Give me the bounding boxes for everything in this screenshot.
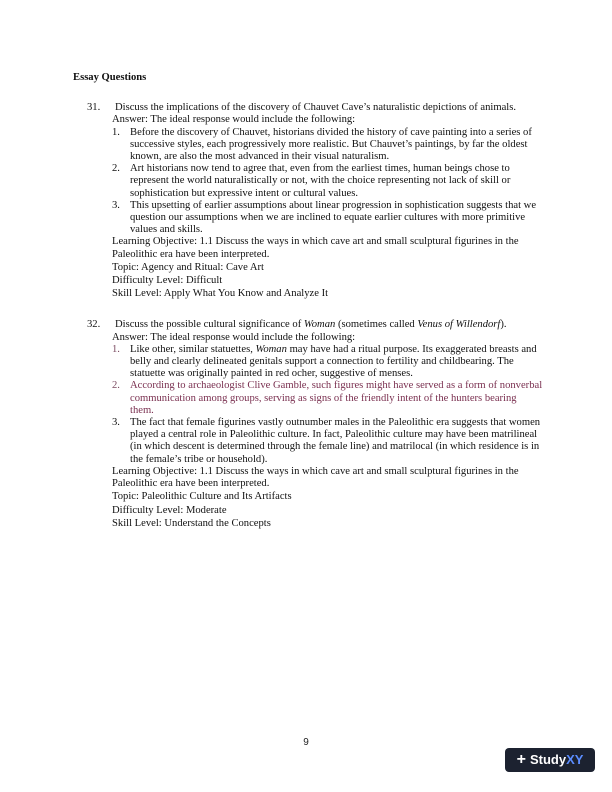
point-number: 2. (112, 380, 120, 392)
learning-objective: Learning Objective: 1.1 Discuss the ways in which cave art and small sculptural figurines in the Paleolithic era have been interpreted. (112, 236, 519, 260)
answer-block (98, 332, 543, 530)
skill-level: Skill Level: Apply What You Know and Analyze It (112, 288, 329, 300)
question-prompt-end: ). (500, 319, 507, 331)
artwork-alt-title: Venus of Willendorf (417, 319, 501, 331)
answer-point (112, 344, 543, 381)
answer-points (112, 127, 543, 237)
answer-block (98, 114, 543, 300)
point-text: Art historians now tend to agree that, even from the earliest times, human beings chose to represent the world naturalistically or not, with the choice representing not lack of skill or sophistication but expressive intent or cultural values. (130, 163, 511, 199)
question-number: 31. (87, 102, 101, 114)
answer-intro: Answer: The ideal response would include the following: (112, 331, 356, 343)
answer-point (112, 200, 543, 237)
answer-point (112, 127, 543, 164)
point-text: Like other, similar statuettes, Woman may have had a ritual purpose. Its exaggerated breasts and belly and clearly delineated genitals support a connection to fertility and childbearing. The statuette was originally painted in red ocher, suggestive of menses. (130, 343, 537, 380)
answer-point (112, 380, 543, 417)
artwork-title: Woman (303, 319, 336, 331)
question-prompt-mid: (sometimes called (337, 319, 415, 331)
question-prompt: Discuss the possible cultural significance of (115, 319, 302, 331)
page-content (73, 72, 543, 531)
question-number: 32. (87, 319, 101, 331)
section-heading: Essay Questions (73, 72, 147, 83)
studyxy-logo[interactable] (505, 748, 595, 772)
skill-level: Skill Level: Understand the Concepts (112, 517, 271, 529)
question-text (98, 102, 543, 114)
point-number: 3. (112, 199, 120, 211)
topic: Topic: Agency and Ritual: Cave Art (112, 261, 264, 273)
brand-xy: XY (566, 751, 584, 767)
answer-intro: Answer: The ideal response would include the following: (112, 114, 356, 126)
answer-point (112, 417, 543, 466)
point-number: 3. (112, 417, 120, 429)
point-text: This upsetting of earlier assumptions about linear progression in sophistication suggests that we question our assumptions when we are inclined to equate earlier cultures with more primitive values and skills. (130, 199, 537, 236)
question-31 (73, 102, 543, 300)
point-text: Before the discovery of Chauvet, historians divided the history of cave painting into a series of successive styles, each progressively more realistic. But Chauvet’s paintings, by far the oldest known, are also the most advanced in their visual naturalism. (130, 126, 532, 163)
learning-objective: Learning Objective: 1.1 Discuss the ways in which cave art and small sculptural figurines in the Paleolithic era have been interpreted. (112, 465, 519, 490)
topic: Topic: Paleolithic Culture and Its Artifacts (112, 491, 292, 503)
question-32 (73, 319, 543, 529)
question-prompt: Discuss the implications of the discovery of Chauvet Cave’s naturalistic depictions of animals. (115, 102, 517, 114)
point-text: The fact that female figurines vastly outnumber males in the Paleolithic era suggests that women played a central role in Paleolithic culture. In fact, Paleolithic culture may have been matrilineal (in which descent is determined through the female line) and matrilocal (in which residence is in the female’s tribe or household). (130, 417, 541, 465)
point-text: According to archaeologist Clive Gamble, such figures might have served as a form of nonverbal communication among groups, serving as signs of the friendly intent of the hunters bearing them. (130, 380, 543, 416)
difficulty-level: Difficulty Level: Difficult (112, 275, 223, 287)
answer-points (112, 344, 543, 466)
point-number: 2. (112, 163, 120, 175)
answer-point (112, 163, 543, 200)
difficulty-level: Difficulty Level: Moderate (112, 504, 227, 516)
brand-study: Study (529, 751, 567, 767)
page-number: 9 (303, 737, 309, 748)
point-number: 1. (112, 343, 120, 355)
plus-icon: + (516, 751, 526, 768)
point-number: 1. (112, 126, 120, 138)
question-text (98, 319, 543, 331)
